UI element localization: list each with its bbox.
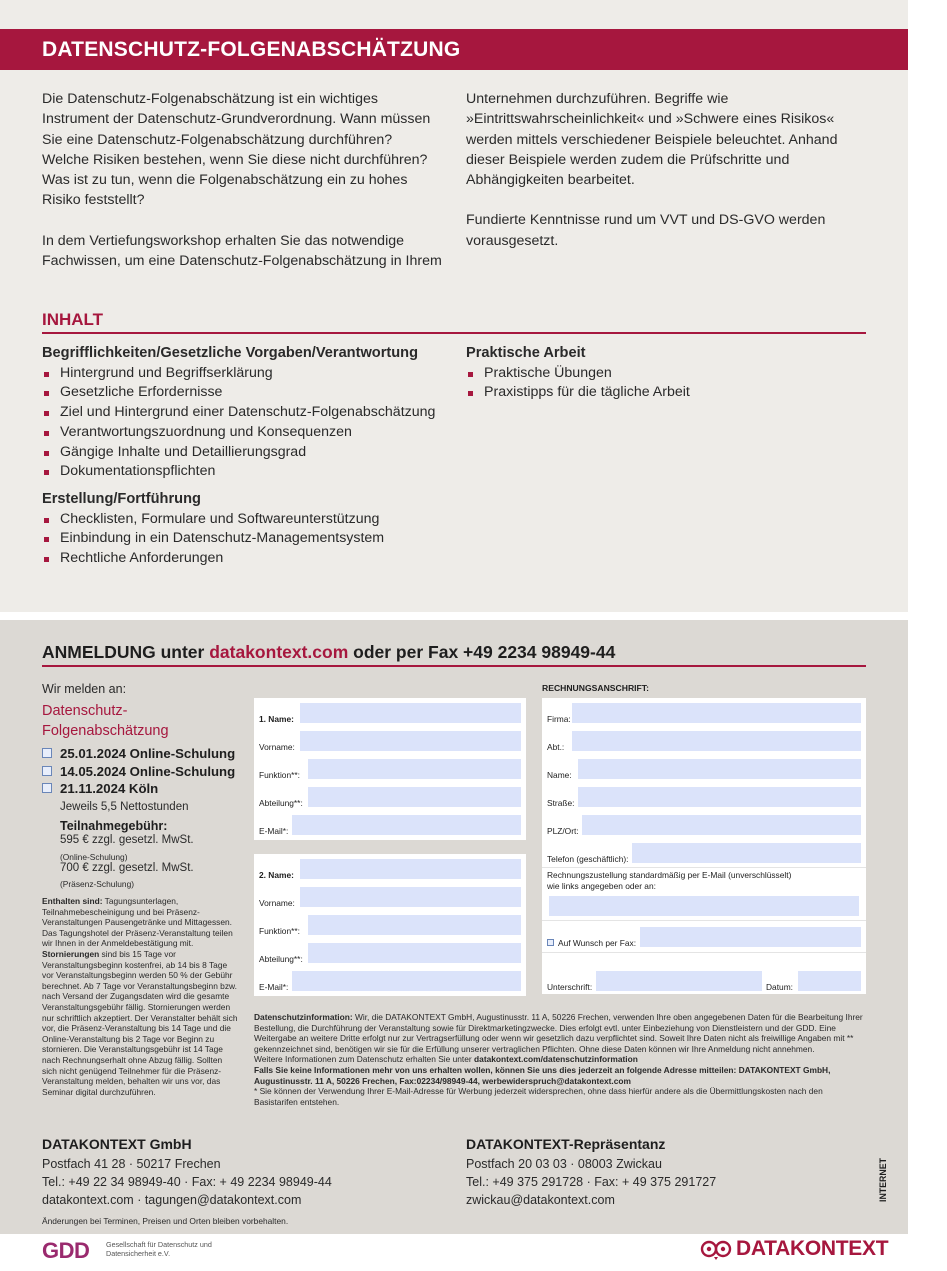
register-label: Wir melden an:	[42, 682, 127, 696]
contact-line: Tel.: +49 22 34 98949-40 · Fax: + 49 2234 98949-44	[42, 1175, 332, 1189]
field-label: E-Mail*:	[259, 982, 289, 992]
section-heading: Praktische Arbeit	[466, 345, 586, 361]
list-item: Dokumentationspflichten	[42, 462, 452, 482]
address-block	[42, 1135, 332, 1209]
intro-left-column	[42, 89, 442, 291]
email-delivery-note	[547, 870, 791, 891]
name-field[interactable]	[300, 859, 521, 879]
course-title-line: Folgenabschätzung	[42, 723, 169, 739]
section-heading: Erstellung/Fortführung	[42, 491, 201, 507]
privacy-body: * Sie können der Verwendung Ihrer E-Mail-Adresse für Werbung jederzeit widersprechen, ohne dass hierfür andere als die Übermittlungskosten nach den Basistarifen entstehen.	[254, 1086, 823, 1107]
gdd-logo-mark: GDD	[42, 1238, 90, 1263]
field-label: 1. Name:	[259, 714, 294, 724]
date-option[interactable]	[42, 764, 235, 779]
field-label: Abteilung**:	[259, 954, 303, 964]
first-name-field[interactable]	[300, 731, 521, 751]
name-field[interactable]	[300, 703, 521, 723]
divider	[542, 867, 866, 868]
list-item: Einbindung in ein Datenschutz-Managementsystem	[42, 529, 452, 549]
divider	[542, 952, 866, 953]
fax-label: Auf Wunsch per Fax:	[558, 938, 637, 948]
field-label: Abteilung**:	[259, 798, 303, 808]
internet-text: INTERNET	[878, 1158, 888, 1202]
company-field[interactable]	[572, 703, 861, 723]
field-label: PLZ/Ort:	[547, 826, 579, 836]
course-title	[42, 701, 232, 741]
date-option[interactable]	[42, 746, 235, 761]
list-item: Praktische Übungen	[466, 364, 866, 384]
fee-note: (Präsenz-Schulung)	[60, 879, 135, 889]
company-name: DATAKONTEXT GmbH	[42, 1136, 192, 1152]
date-label: 14.05.2024 Online-Schulung	[60, 764, 236, 779]
checkbox[interactable]	[42, 783, 52, 793]
list-item: Gesetzliche Erfordernisse	[42, 383, 452, 403]
section-heading: Begrifflichkeiten/Gesetzliche Vorgaben/Verantwortung	[42, 345, 419, 361]
name-field[interactable]	[578, 759, 861, 779]
list-item: Checklisten, Formulare und Softwareunterstützung	[42, 510, 452, 530]
invoice-heading: RECHNUNGSANSCHRIFT:	[542, 683, 649, 693]
field-label: Firma:	[547, 714, 571, 724]
divider	[42, 332, 866, 334]
company-name: DATAKONTEXT-Repräsentanz	[466, 1136, 666, 1152]
checkbox[interactable]	[42, 766, 52, 776]
content-section	[466, 344, 866, 403]
function-field[interactable]	[308, 915, 521, 935]
address-line: Postfach 41 28 · 50217 Frechen	[42, 1157, 221, 1171]
inhalt-heading: INHALT	[42, 310, 104, 329]
registration-link[interactable]: datakontext.com	[209, 642, 349, 662]
intro-paragraph: In dem Vertiefungsworkshop erhalten Sie das notwendige Fachwissen, um eine Datenschutz-Folgenabschätzung in Ihrem	[42, 232, 442, 270]
terms-body: Tagungsunterlagen, Teilnahmebescheinigung und bei Präsenz-Veranstaltungen Pausengetränke und Mittagessen.	[42, 896, 232, 928]
participant-1-form	[254, 698, 526, 840]
privacy-body: Weitere Informationen zum Datenschutz erhalten Sie unter	[254, 1054, 475, 1065]
signature-field[interactable]	[596, 971, 762, 991]
list-item: Verantwortungszuordnung und Konsequenzen	[42, 423, 452, 443]
participant-2-form	[254, 854, 526, 996]
field-label: Vorname:	[259, 898, 295, 908]
fee-value: 595 € zzgl. gesetzl. MwSt.	[60, 834, 194, 846]
fee-value: 700 € zzgl. gesetzl. MwSt.	[60, 862, 194, 874]
note-line: Rechnungszustellung standardmäßig per E-Mail (unverschlüsselt)	[547, 870, 792, 880]
privacy-optout: Falls Sie keine Informationen mehr von uns erhalten wollen, können Sie uns dies jederzeit an folgende Adresse mitteilen: DATAKONTEXT GmbH, Augustinusstr. 11 A, 50226 Frechen, Fax:02234/98949-44, werbewiderspruch@datakontext.com	[254, 1064, 831, 1086]
field-label: Name:	[547, 770, 572, 780]
date-option[interactable]	[42, 781, 158, 796]
email-field[interactable]	[292, 971, 521, 991]
page-title: DATENSCHUTZ-FOLGENABSCHÄTZUNG	[42, 38, 461, 61]
registration-heading-prefix: ANMELDUNG unter	[42, 642, 210, 662]
field-label: Straße:	[547, 798, 575, 808]
field-label: Telefon (geschäftlich):	[547, 854, 629, 864]
department-field[interactable]	[308, 787, 521, 807]
intro-paragraph: Fundierte Kenntnisse rund um VVT und DS-GVO werden vorausgesetzt.	[466, 212, 826, 249]
date-label: 25.01.2024 Online-Schulung	[60, 746, 236, 761]
changes-disclaimer: Änderungen bei Terminen, Preisen und Orten bleiben vorbehalten.	[42, 1216, 289, 1226]
internet-label	[863, 1160, 903, 1200]
fee-note: (Online-Schulung)	[60, 852, 128, 862]
registration-heading-suffix: oder per Fax +49 2234 98949-44	[348, 642, 616, 662]
intro-paragraph: Die Datenschutz-Folgenabschätzung ist ein wichtiges Instrument der Datenschutz-Grundverordnung. Wann müssen Sie eine Datenschutz-Folgenabschätzung durchführen? Welche Risiken bestehen, wenn Sie diese nicht durchführen? Was ist zu tun, wenn die Folgenabschätzung ein zu hohes Risiko feststellt?	[42, 91, 431, 209]
list-item: Gängige Inhalte und Detaillierungsgrad	[42, 443, 452, 463]
department-field[interactable]	[308, 943, 521, 963]
signature-label: Unterschrift:	[547, 982, 593, 992]
fax-option[interactable]	[547, 938, 636, 948]
contact-line: datakontext.com · tagungen@datakontext.com	[42, 1193, 302, 1207]
course-title-line: Datenschutz-	[42, 703, 128, 719]
list-item: Rechtliche Anforderungen	[42, 549, 452, 569]
field-label: Funktion**:	[259, 770, 300, 780]
address-block	[466, 1135, 716, 1209]
field-label: E-Mail*:	[259, 826, 289, 836]
privacy-body: Wir, die DATAKONTEXT GmbH, Augustinusstr. 11 A, 50226 Frechen, verwenden Ihre oben angegebenen Daten für die Bearbeitung Ihrer Bestellung, die Durchführung der Veranstaltung sowie für Direktmarketingzwecke. Dies erfolgt evtl. unter Einbeziehung von Dienstleistern und der GDD. Eine Weitergabe an weitere Dritte erfolgt nur zur Vertragserfüllung oder wenn wir gesetzlich dazu verpflichtet sind. Soweit Ihre Daten nicht als freiwillige Angaben mit ** gekennzeichnet sind, benötigen wir sie für die Erfüllung unserer vertraglichen Pflichten. Ohne diese Daten können wir Ihre Anmeldung nicht annehmen.	[254, 1012, 863, 1054]
checkbox[interactable]	[42, 748, 52, 758]
gdd-logo-text: Gesellschaft für Datenschutz und Datensicherheit e.V.	[106, 1240, 212, 1258]
title-banner	[0, 29, 908, 70]
date-field[interactable]	[798, 971, 861, 991]
terms-label: Stornierungen	[42, 948, 100, 959]
owl-icon	[700, 1238, 732, 1260]
list-item: Praxistipps für die tägliche Arbeit	[466, 383, 866, 403]
divider	[42, 665, 866, 667]
department-field[interactable]	[572, 731, 861, 751]
list-item: Ziel und Hintergrund einer Datenschutz-Folgenabschätzung	[42, 403, 452, 423]
contact-line: zwickau@datakontext.com	[466, 1193, 615, 1207]
fee-heading: Teilnahmegebühr:	[60, 819, 168, 833]
intro-paragraph: Unternehmen durchzuführen. Begriffe wie »Eintrittswahrscheinlichkeit« und »Schwere eines Risikos« werden mittels verschiedener Beispiele beleuchtet. Anhand dieser Beispiele werden zudem die Prüfschritte und Abhängigkeiten bearbeitet.	[466, 91, 838, 189]
duration-note: Jeweils 5,5 Nettostunden	[60, 801, 189, 813]
email-field[interactable]	[292, 815, 521, 835]
terms-label: Enthalten sind:	[42, 896, 103, 906]
phone-field[interactable]	[632, 843, 861, 863]
content-section	[42, 344, 452, 482]
city-field[interactable]	[582, 815, 861, 835]
date-label: 21.11.2024 Köln	[60, 781, 159, 796]
registration-heading	[42, 642, 615, 663]
divider	[542, 920, 866, 921]
address-line: Postfach 20 03 03 · 08003 Zwickau	[466, 1157, 662, 1171]
fax-field[interactable]	[640, 927, 861, 947]
privacy-link[interactable]: datakontext.com/datenschutzinformation	[474, 1054, 638, 1065]
terms-body: sind bis 15 Tage vor Veranstaltungsbeginn kostenfrei, ab 14 bis 8 Tage vor Veranstaltungsbeginn werden 50 % der Gebühr berechnet. Ab 7 Tage vor Veranstaltungsbeginn bzw. nach Versand der Zugangsdaten wird die gesamte Veranstaltungsgebühr fällig. Stornierungen werden nur schriftlich akzeptiert. Der Veranstalter behält sich vor, die Präsenz-Veranstaltung bis 14 Tage und die Online-Veranstaltung bis 2 Tage vor Beginn zu stornieren. Die Veranstaltungsgebühr ist 14 Tage nach Rechnungserhalt ohne Abzug fällig. Sollten sich nicht genügend Teilnehmer für die Präsenz-Veranstaltung melden, behalten wir uns vor, das Seminar digital durchzuführen.	[42, 948, 238, 1097]
first-name-field[interactable]	[300, 887, 521, 907]
field-label: Abt.:	[547, 742, 565, 752]
invoice-form	[542, 698, 866, 994]
list-item: Hintergrund und Begriffserklärung	[42, 364, 452, 384]
terms-body: Das Tagungshotel der Präsenz-Veranstaltung teilen wir Ihnen in der Anmeldebestätigung mit.	[42, 927, 233, 949]
field-label: Funktion**:	[259, 926, 300, 936]
function-field[interactable]	[308, 759, 521, 779]
street-field[interactable]	[578, 787, 861, 807]
note-line: wie links angegeben oder an:	[547, 880, 656, 891]
datakontext-logo-text: DATAKONTEXT	[736, 1237, 889, 1260]
checkbox[interactable]	[547, 939, 554, 946]
field-label: Vorname:	[259, 742, 295, 752]
intro-right-column	[466, 89, 876, 271]
field-label: 2. Name:	[259, 870, 294, 880]
contact-line: Tel.: +49 375 291728 · Fax: + 49 375 291727	[466, 1175, 717, 1189]
privacy-label: Datenschutzinformation:	[254, 1012, 353, 1022]
invoice-email-field[interactable]	[549, 896, 859, 916]
date-label: Datum:	[766, 982, 793, 992]
content-section	[42, 490, 452, 569]
privacy-notice	[254, 1012, 868, 1107]
terms-text	[42, 896, 238, 1097]
